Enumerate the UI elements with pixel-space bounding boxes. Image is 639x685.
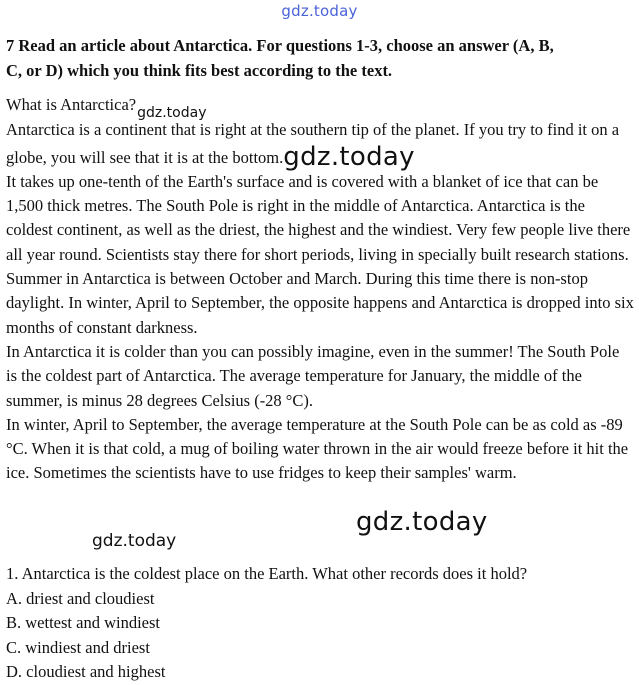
task-heading [6,33,634,83]
watermark-paragraph-inline: gdz.today [283,141,415,172]
article-title-line [6,93,634,121]
article-paragraph-4: In Antarctica it is colder than you can possibly imagine, even in the summer! The South Pole is the coldest part of Antarctica. The average temperature for January, the middle of the summer, is minus 28 degrees Celsius (-28 °C). [6,341,620,410]
task-heading-line-2: C, or D) which you think fits best according to the text. [6,61,393,80]
article [6,93,634,486]
question-block [6,562,634,685]
article-paragraph-3: Summer in Antarctica is between October and March. During this time there is non-stop daylight. In winter, April to September, the opposite happens and Antarctica is dropped into six months of constant darkness. [6,269,634,337]
watermark-right-big: gdz.today [356,507,488,537]
article-paragraph-5: In winter, April to September, the average temperature at the South Pole can be as cold as -89 °C. When it is that cold, a mug of boiling water thrown in the air would freeze before it hit the ice. Sometimes the scientists have to use fridges to keep their samples' warm. [6,414,629,483]
answer-option-d: D. cloudiest and highest [6,662,166,682]
answer-option-c: C. windiest and driest [6,637,150,657]
watermark-bottom-small: gdz.today [92,531,177,551]
watermark-title-inline: gdz.today [137,105,207,121]
article-paragraph-2: It takes up one-tenth of the Earth's surface and is covered with a blanket of ice that can be 1,500 thick metres. The South Pole is right in the middle of Antarctica. Antarctica is the coldest continent, as well as the driest, the highest and the windiest. Very few people live there all year round. Scientists stay there for short periods, living in specially built research stations. [6,171,631,264]
article-paragraph-1-text: Antarctica is a continent that is right at the southern tip of the planet. If you try to find it on a globe, you will see that it is at the bottom. [6,120,620,167]
answer-option-a: A. driest and cloudiest [6,588,155,608]
task-heading-line-1: 7 Read an article about Antarctica. For questions 1-3, choose an answer (A, B, [6,36,554,55]
answer-option-b: B. wettest and windiest [6,613,160,633]
article-paragraph-1 [6,118,634,170]
article-title: What is Antarctica? [6,95,137,114]
question-text: 1. Antarctica is the coldest place on the Earth. What other records does it hold? [6,564,528,583]
watermark-top: gdz.today [281,2,358,20]
